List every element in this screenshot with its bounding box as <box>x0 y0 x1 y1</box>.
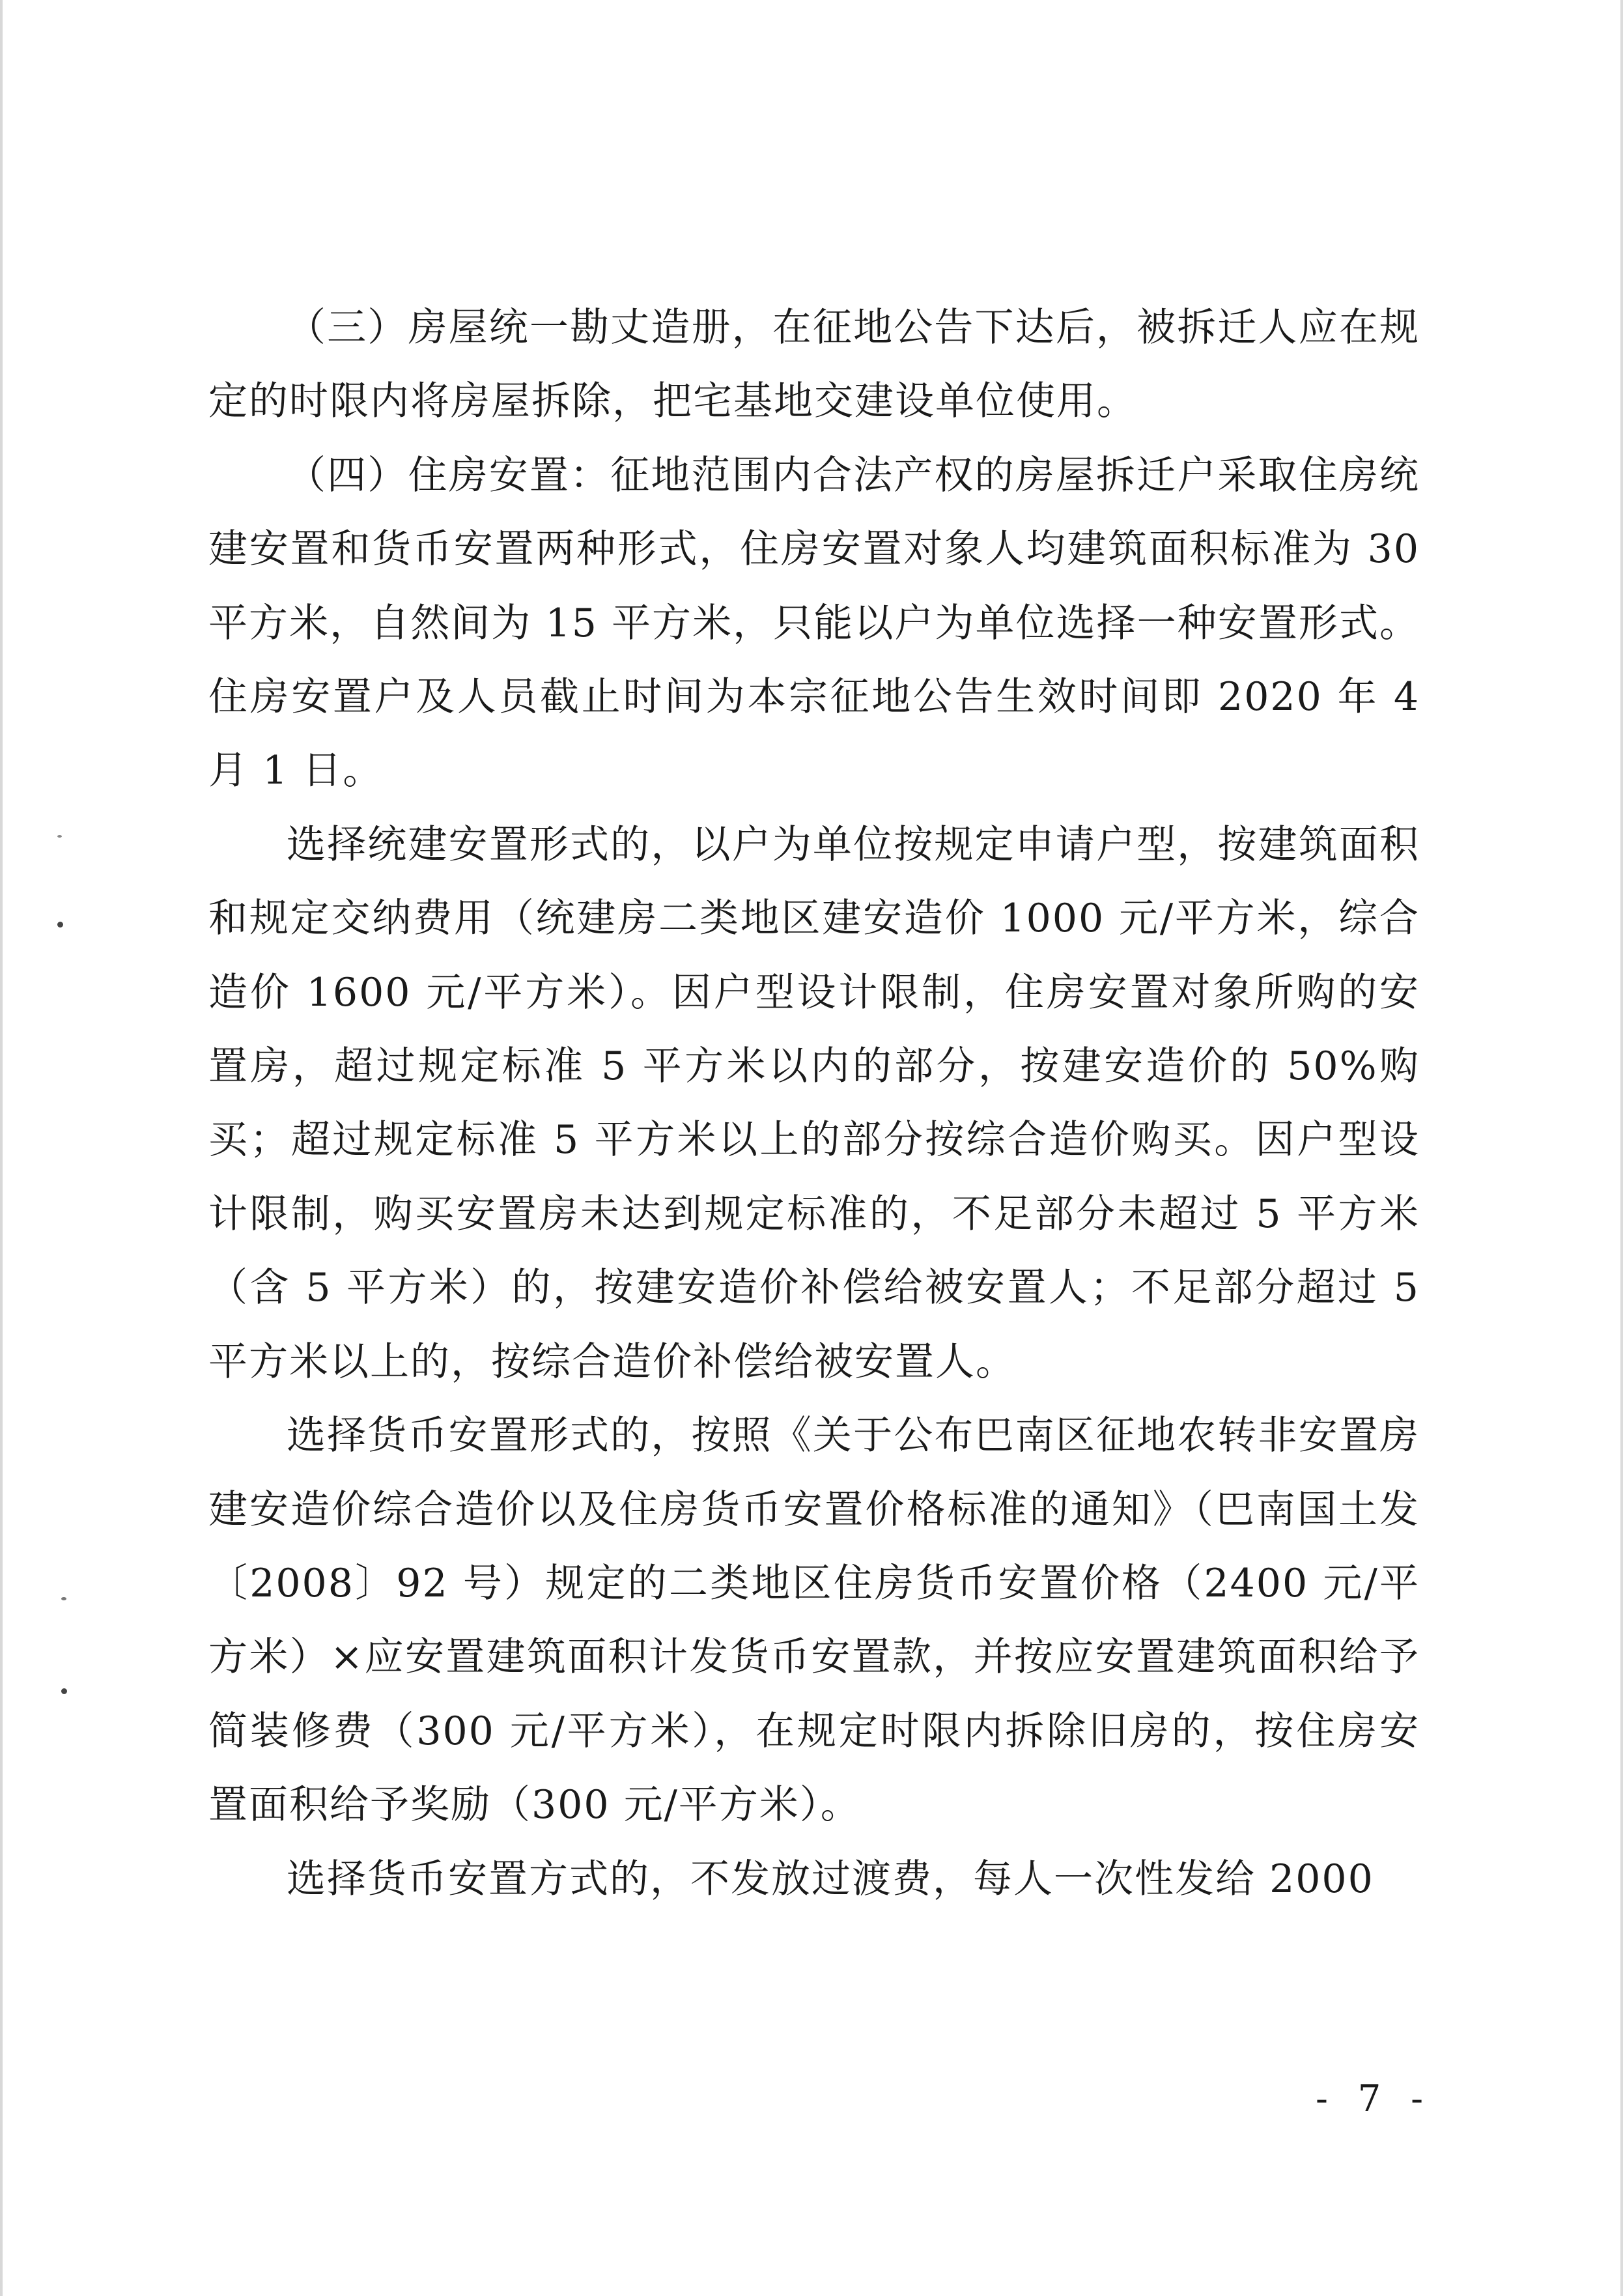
scan-margin-mark <box>61 1597 66 1600</box>
paragraph-housing-resettlement: （四）住房安置：征地范围内合法产权的房屋拆迁户采取住房统建安置和货币安置两种形式，住房安置对象人均建筑面积标准为 30 平方米，自然间为 15 平方米，只能以户为单位选择一种安置形式。住房安置户及人员截止时间为本宗征地公告生效时间即 2020 年 4 月 1 日。 <box>208 452 1420 794</box>
scan-margin-mark <box>57 835 62 838</box>
paragraph-monetary-transition-fee: 选择货币安置方式的，不发放过渡费，每人一次性发给 2000 <box>287 1856 1374 1902</box>
paragraph-monetary-resettlement: 选择货币安置形式的，按照《关于公布巴南区征地农转非安置房建安造价综合造价以及住房货币安置价格标准的通知》（巴南国土发〔2008〕92 号）规定的二类地区住房货币安置价格（2400 元/平方米）×应安置建筑面积计发货币安置款，并按应安置建筑面积给予简装修费（300 元/平方米），在规定时限内拆除旧房的，按住房安置面积给予奖励（300 元/平方米）。 <box>208 1413 1420 1828</box>
paragraph-demolition-registration: （三）房屋统一勘丈造册，在征地公告下达后，被拆迁人应在规定的时限内将房屋拆除，把宅基地交建设单位使用。 <box>208 305 1420 425</box>
page-number: - 7 - <box>1316 2078 1433 2120</box>
document-body <box>208 291 1420 1916</box>
paragraph-unified-construction-option: 选择统建安置形式的，以户为单位按规定申请户型，按建筑面积和规定交纳费用（统建房二类地区建安造价 1000 元/平方米，综合造价 1600 元/平方米）。因户型设计限制，住房安置对象所购的安置房，超过规定标准 5 平方米以内的部分，按建安造价的 50%购买；超过规定标准 5 平方米以上的部分按综合造价购买。因户型设计限制，购买安置房未达到规定标准的，不足部分未超过 5 平方米（含 5 平方米）的，按建安造价补偿给被安置人；不足部分超过 5 平方米以上的，按综合造价补偿给被安置人。 <box>208 821 1420 1385</box>
scan-margin-mark <box>61 1688 67 1694</box>
scan-margin-mark <box>57 922 63 928</box>
